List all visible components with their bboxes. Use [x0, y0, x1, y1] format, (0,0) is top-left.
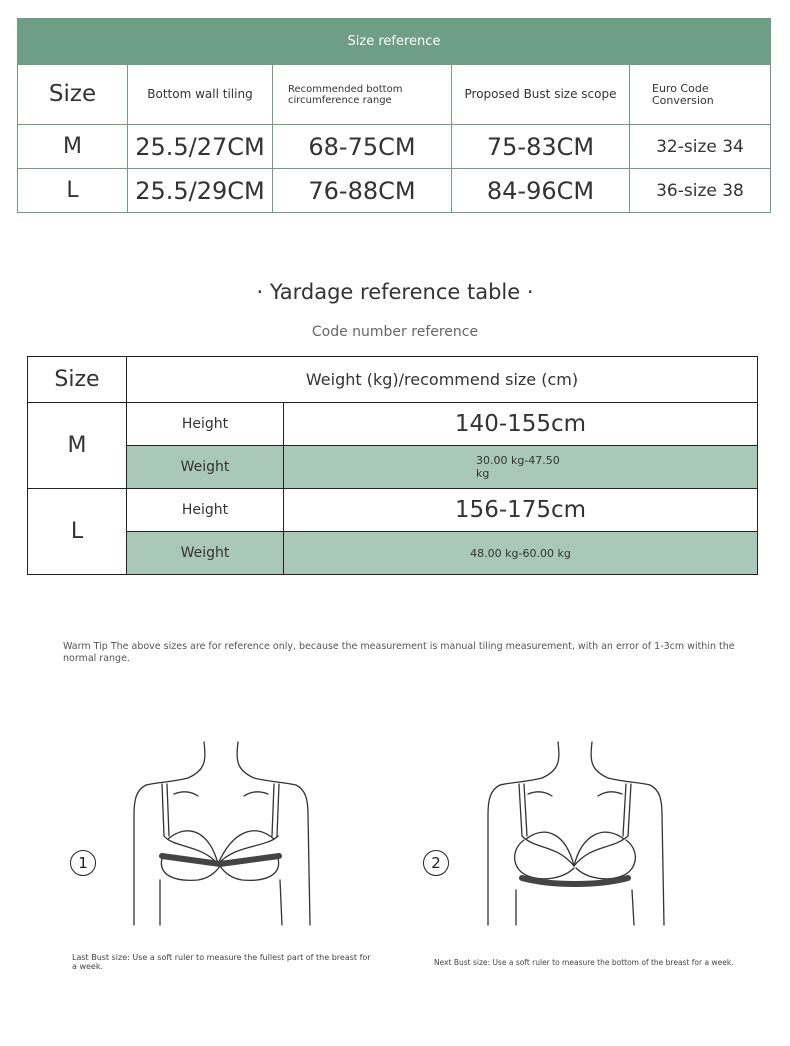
size-reference-header-row	[18, 65, 771, 125]
header-size: Size	[28, 357, 127, 403]
header-bottom-wall: Bottom wall tiling	[128, 65, 273, 125]
header-size: Size	[18, 65, 128, 125]
figure-1-caption: Last Bust size: Use a soft ruler to measure the fullest part of the breast for a week.	[72, 953, 371, 971]
size-reference-title: Size reference	[18, 19, 771, 65]
height-label: Height	[127, 489, 284, 532]
size-reference-table	[17, 18, 771, 213]
yardage-subtitle: Code number reference	[311, 324, 479, 340]
row-size: L	[18, 169, 128, 213]
height-label: Height	[127, 403, 284, 446]
table-row	[28, 403, 758, 446]
row-bottom-wall: 25.5/27CM	[128, 125, 273, 169]
weight-label: Weight	[127, 532, 284, 575]
table-row	[18, 125, 771, 169]
row-size: L	[28, 489, 127, 575]
header-bust-scope: Proposed Bust size scope	[452, 65, 630, 125]
row-bust-scope: 84-96CM	[452, 169, 630, 213]
header-recommended-bottom: Recommended bottom circumference range	[273, 65, 452, 125]
step-number-2: 2	[423, 850, 449, 876]
bust-measure-fullest-illustration	[128, 740, 313, 928]
row-bottom-wall: 25.5/29CM	[128, 169, 273, 213]
table-row	[28, 532, 758, 575]
table-row	[28, 446, 758, 489]
row-bust-scope: 75-83CM	[452, 125, 630, 169]
yardage-title: · Yardage reference table ·	[256, 280, 534, 304]
header-weight-size: Weight (kg)/recommend size (cm)	[127, 357, 758, 403]
figure-2-caption: Next Bust size: Use a soft ruler to measure the bottom of the breast for a week.	[434, 958, 734, 967]
warm-tip: Warm Tip The above sizes are for reference only, because the measurement is manual tiling measurement, with an error of 1-3cm within the normal range.	[63, 641, 735, 664]
weight-label: Weight	[127, 446, 284, 489]
header-euro: Euro Code Conversion	[630, 65, 771, 125]
yardage-header-row	[28, 357, 758, 403]
height-value: 140-155cm	[284, 403, 758, 446]
height-value: 156-175cm	[284, 489, 758, 532]
underbust-measure-illustration	[482, 740, 667, 928]
row-recommended-bottom: 76-88CM	[273, 169, 452, 213]
row-recommended-bottom: 68-75CM	[273, 125, 452, 169]
row-size: M	[18, 125, 128, 169]
step-number-1: 1	[70, 850, 96, 876]
row-euro: 32-size 34	[630, 125, 771, 169]
weight-value: 30.00 kg-47.50 kg	[476, 454, 560, 480]
weight-value: 48.00 kg-60.00 kg	[284, 532, 758, 575]
table-row	[18, 169, 771, 213]
row-euro: 36-size 38	[630, 169, 771, 213]
yardage-table	[27, 356, 758, 575]
row-size: M	[28, 403, 127, 489]
table-row	[28, 489, 758, 532]
